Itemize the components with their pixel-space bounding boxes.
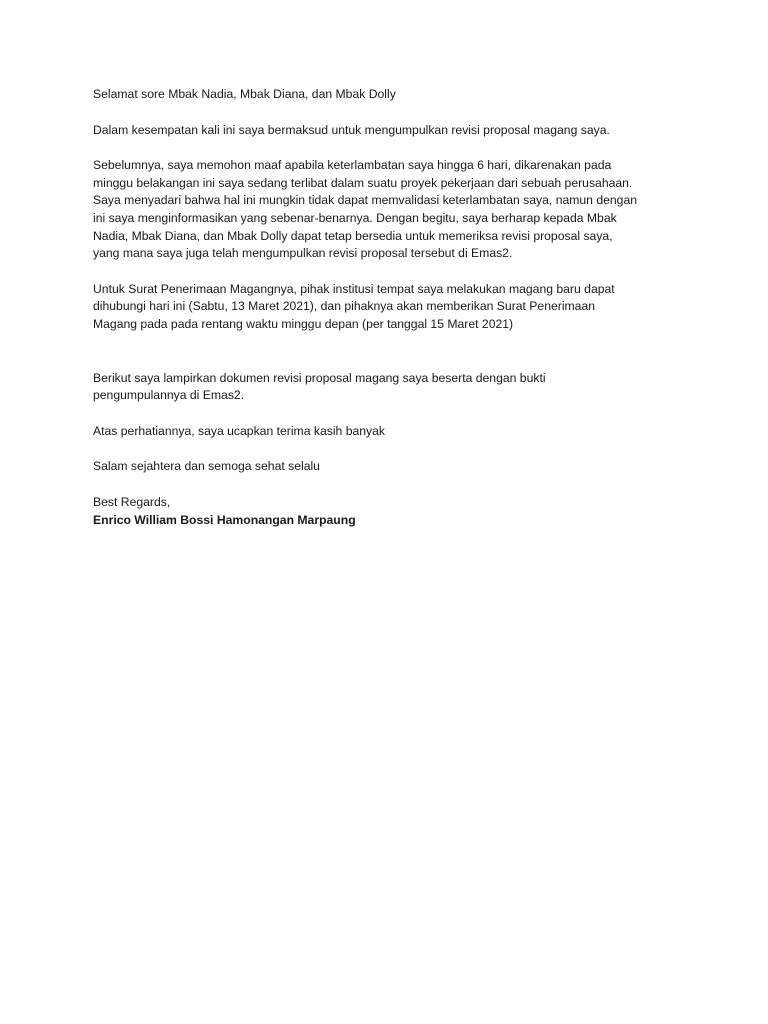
- closing-wish-line: Salam sejahtera dan semoga sehat selalu: [93, 459, 320, 474]
- apology-line: ini saya menginformasikan yang sebenar-benarnya. Dengan begitu, saya berharap kepada Mbak: [93, 210, 617, 225]
- attachment-line: pengumpulannya di Emas2.: [93, 388, 245, 403]
- apology-line: Sebelumnya, saya memohon maaf apabila keterlambatan saya hingga 6 hari, dikarenakan pada: [93, 158, 612, 173]
- signature-name: Enrico William Bossi Hamonangan Marpaung: [93, 512, 356, 527]
- apology-line: yang mana saya juga telah mengumpulkan revisi proposal tersebut di Emas2.: [93, 246, 513, 261]
- signoff-line: Best Regards,: [93, 494, 171, 509]
- apology-line: minggu belakangan ini saya sedang terlibat dalam suatu proyek pekerjaan dari sebuah perusahaan.: [93, 175, 633, 190]
- intro-paragraph: Dalam kesempatan kali ini saya bermaksud untuk mengumpulkan revisi proposal magang saya.: [93, 122, 610, 137]
- apology-paragraph: [93, 157, 683, 263]
- attachment-paragraph: [93, 370, 683, 405]
- acceptance-line: Untuk Surat Penerimaan Magangnya, pihak institusi tempat saya melakukan magang baru dapat: [93, 281, 615, 296]
- attachment-line: Berikut saya lampirkan dokumen revisi proposal magang saya beserta dengan bukti: [93, 370, 546, 385]
- letter-body: [93, 86, 683, 529]
- acceptance-letter-paragraph: [93, 281, 683, 334]
- acceptance-line: dihubungi hari ini (Sabtu, 13 Maret 2021), dan pihaknya akan memberikan Surat Penerimaan: [93, 299, 596, 314]
- apology-line: Nadia, Mbak Diana, dan Mbak Dolly dapat tetap bersedia untuk memeriksa revisi proposal saya,: [93, 228, 613, 243]
- acceptance-line: Magang pada pada rentang waktu minggu depan (per tanggal 15 Maret 2021): [93, 316, 514, 331]
- thanks-line: Atas perhatiannya, saya ucapkan terima kasih banyak: [93, 423, 385, 438]
- apology-line: Saya menyadari bahwa hal ini mungkin tidak dapat memvalidasi keterlambatan saya, namun dengan: [93, 193, 638, 208]
- greeting-line: Selamat sore Mbak Nadia, Mbak Diana, dan Mbak Dolly: [93, 87, 396, 101]
